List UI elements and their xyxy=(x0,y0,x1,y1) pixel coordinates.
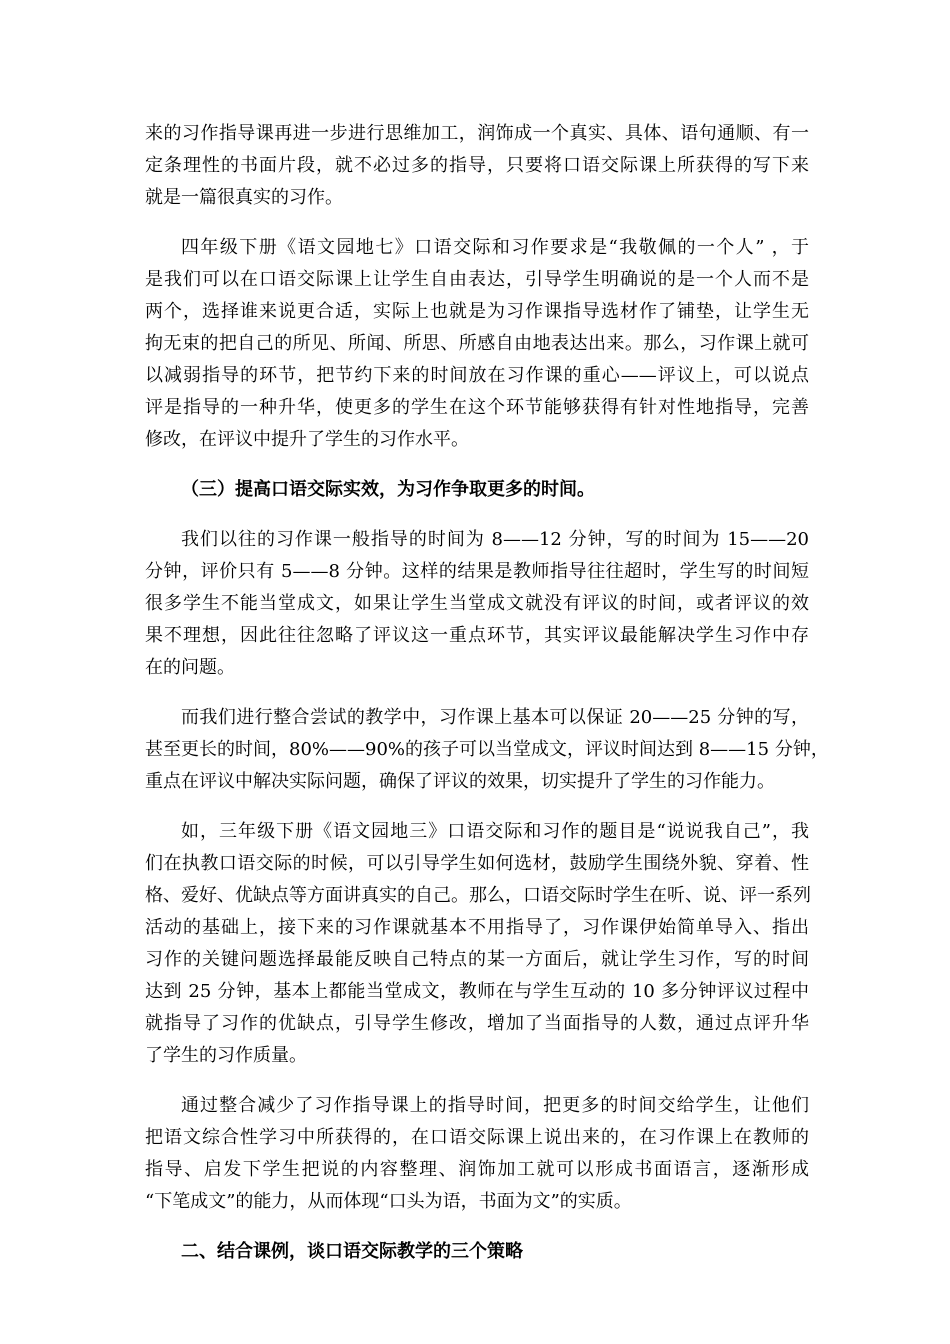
text-line: 活动的基础上，接下来的习作课就基本不用指导了，习作课伊始简单导入、指出 xyxy=(145,917,809,938)
text-line: 如，三年级下册《语文园地三》口语交际和习作的题目是“说说我自己”，我 xyxy=(181,821,809,842)
text-line: 通过整合减少了习作指导课上的指导时间，把更多的时间交给学生，让他们 xyxy=(181,1095,809,1116)
text-line: 定条理性的书面片段，就不必过多的指导，只要将口语交际课上所获得的写下来 xyxy=(145,155,809,176)
text-line: 重点在评议中解决实际问题，确保了评议的效果，切实提升了学生的习作能力。 xyxy=(145,771,775,792)
text-line: 把语文综合性学习中所获得的，在口语交际课上说出来的，在习作课上在教师的 xyxy=(145,1127,809,1148)
text-line: 而我们进行整合尝试的教学中，习作课上基本可以保证 20——25 分钟的写， xyxy=(181,707,809,728)
section-heading-3: （三）提高口语交际实效，为习作争取更多的时间。 xyxy=(181,479,595,500)
paragraph-2 xyxy=(145,232,809,456)
text-line: 就指导了习作的优缺点，引导学生修改，增加了当面指导的人数，通过点评升华 xyxy=(145,1013,809,1034)
text-line: 们在执教口语交际的时候，可以引导学生如何选材，鼓励学生围绕外貌、穿着、性 xyxy=(145,853,809,874)
text-line: 了学生的习作质量。 xyxy=(145,1045,307,1066)
text-line: 修改，在评议中提升了学生的习作水平。 xyxy=(145,429,469,450)
text-line: “下笔成文”的能力，从而体现“口头为语，书面为文”的实质。 xyxy=(145,1191,632,1212)
paragraph-5 xyxy=(145,816,809,1072)
document-page xyxy=(145,118,829,1286)
text-line: 就是一篇很真实的习作。 xyxy=(145,187,343,208)
text-line: 评是指导的一种升华，使更多的学生在这个环节能够获得有针对性地指导，完善 xyxy=(145,397,809,418)
text-line: 来的习作指导课再进一步进行思维加工，润饰成一个真实、具体、语句通顺、有一 xyxy=(145,123,809,144)
text-line: 指导、启发下学生把说的内容整理、润饰加工就可以形成书面语言，逐渐形成 xyxy=(145,1159,809,1180)
text-line: 习作的关键问题选择最能反映自己特点的某一方面后，就让学生习作，写的时间 xyxy=(145,949,809,970)
text-line: 分钟，评价只有 5——8 分钟。这样的结果是教师指导往往超时，学生写的时间短 xyxy=(145,561,809,582)
text-line: 格、爱好、优缺点等方面讲真实的自己。那么，口语交际时学生在听、说、评一系列 xyxy=(145,885,811,906)
paragraph-3 xyxy=(145,524,809,684)
text-line: 很多学生不能当堂成文，如果让学生当堂成文就没有评议的时间，或者评议的效 xyxy=(145,593,809,614)
text-line: 四年级下册《语文园地七》口语交际和习作要求是“我敬佩的一个人” ，于 xyxy=(181,237,809,258)
paragraph-1 xyxy=(145,118,809,214)
paragraph-6 xyxy=(145,1090,809,1218)
text-line: 在的问题。 xyxy=(145,657,235,678)
text-line: 两个，选择谁来说更合适，实际上也就是为习作课指导选材作了铺垫，让学生无 xyxy=(145,301,809,322)
paragraph-4 xyxy=(145,702,829,798)
section-heading-2: 二、结合课例，谈口语交际教学的三个策略 xyxy=(181,1241,523,1262)
text-line: 甚至更长的时间，80%——90%的孩子可以当堂成文，评议时间达到 8——15 分钟， xyxy=(145,739,829,760)
text-line: 果不理想，因此往往忽略了评议这一重点环节，其实评议最能解决学生习作中存 xyxy=(145,625,809,646)
text-line: 达到 25 分钟，基本上都能当堂成文，教师在与学生互动的 10 多分钟评议过程中 xyxy=(145,981,809,1002)
text-line: 以减弱指导的环节，把节约下来的时间放在习作课的重心——评议上，可以说点 xyxy=(145,365,809,386)
text-line: 我们以往的习作课一般指导的时间为 8——12 分钟，写的时间为 15——20 xyxy=(181,529,809,550)
text-line: 是我们可以在口语交际课上让学生自由表达，引导学生明确说的是一个人而不是 xyxy=(145,269,809,290)
text-line: 拘无束的把自己的所见、所闻、所思、所感自由地表达出来。那么，习作课上就可 xyxy=(145,333,809,354)
